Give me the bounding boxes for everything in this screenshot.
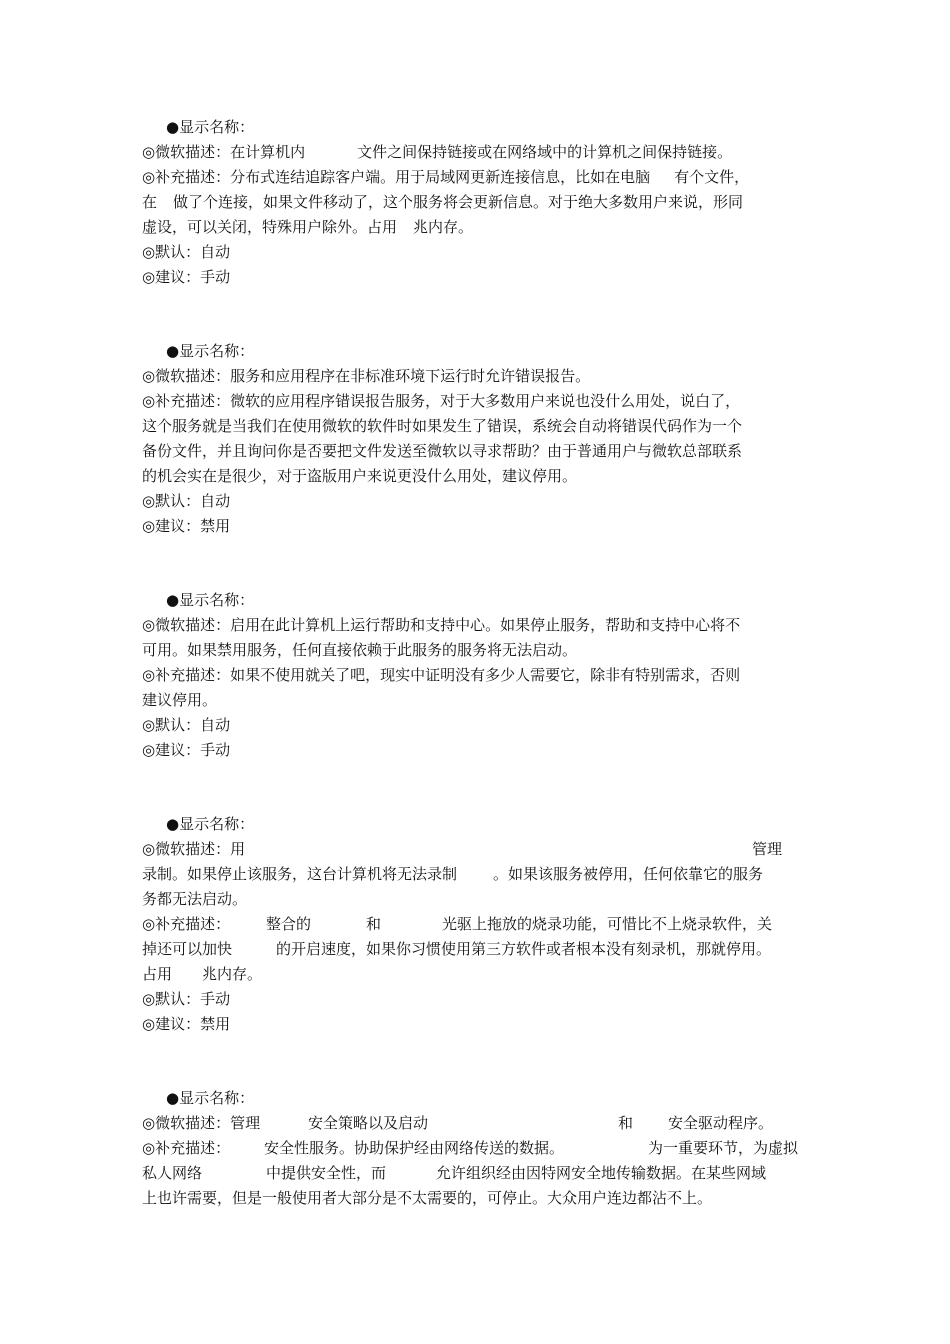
display-name-heading: ●显示名称： bbox=[166, 591, 255, 609]
extra-description-line: 建议停用。 bbox=[142, 691, 218, 709]
ms-description: ◎微软描述：启用在此计算机上运行帮助和支持中心。如果停止服务，帮助和支持中心将不 bbox=[142, 616, 741, 634]
text-segment: 虚设，可以关闭，特殊用户除外。占用 bbox=[142, 218, 398, 236]
ms-description: 务都无法启动。 bbox=[142, 890, 248, 908]
text-segment: ◎微软描述：在计算机内 bbox=[142, 143, 306, 161]
extra-description-line bbox=[142, 912, 812, 937]
text-segment: 文件之间保持链接或在网络域中的计算机之间保持链接。 bbox=[357, 143, 733, 161]
ms-description bbox=[142, 862, 812, 887]
recommended-setting: ◎建议：手动 bbox=[142, 268, 231, 286]
extra-description-line: ◎补充描述：如果不使用就关了吧，现实中证明没有多少人需要它，除非有特别需求，否则 bbox=[142, 666, 741, 684]
extra-description-line bbox=[142, 190, 812, 215]
text-segment: ◎补充描述： bbox=[142, 1139, 231, 1157]
text-segment: 在 bbox=[142, 193, 158, 211]
text-segment: 为一重要环节，为虚拟 bbox=[648, 1139, 799, 1157]
default-setting: ◎默认：自动 bbox=[142, 492, 231, 510]
text-segment: 兆内存。 bbox=[413, 218, 474, 236]
text-segment: 录制。如果停止该服务，这台计算机将无法录制 bbox=[142, 865, 458, 883]
text-segment: 安全策略以及启动 bbox=[308, 1114, 429, 1132]
service-section-4 bbox=[142, 812, 812, 1037]
display-name-heading: ●显示名称： bbox=[166, 1089, 255, 1107]
text-segment: 安全性服务。协助保护经由网络传送的数据。 bbox=[264, 1139, 565, 1157]
extra-description-line bbox=[142, 962, 812, 987]
text-segment: ◎补充描述： bbox=[142, 915, 231, 933]
ms-description: 可用。如果禁用服务，任何直接依赖于此服务的服务将无法启动。 bbox=[142, 641, 578, 659]
ms-description bbox=[142, 1111, 812, 1136]
text-segment: 和 bbox=[366, 915, 382, 933]
text-segment: 私人网络 bbox=[142, 1164, 203, 1182]
extra-description-line: ◎补充描述：微软的应用程序错误报告服务，对于大多数用户来说也没什么用处，说白了， bbox=[142, 392, 741, 410]
extra-description-line: 上也许需要，但是一般使用者大部分是不太需要的，可停止。大众用户连边都沾不上。 bbox=[142, 1189, 713, 1207]
display-name-heading: ●显示名称： bbox=[166, 342, 255, 360]
text-segment: 。如果该服务被停用，任何依靠它的服务 bbox=[493, 865, 764, 883]
ms-description: ◎微软描述：服务和应用程序在非标准环境下运行时允许错误报告。 bbox=[142, 367, 591, 385]
extra-description-line bbox=[142, 937, 812, 962]
default-setting: ◎默认：自动 bbox=[142, 243, 231, 261]
recommended-setting: ◎建议：禁用 bbox=[142, 517, 231, 535]
text-segment: ◎微软描述：管理 bbox=[142, 1114, 261, 1132]
text-segment: 的开启速度，如果你习惯使用第三方软件或者根本没有刻录机，那就停用。 bbox=[276, 940, 772, 958]
text-segment: 安全驱动程序。 bbox=[668, 1114, 774, 1132]
recommended-setting: ◎建议：禁用 bbox=[142, 1015, 231, 1033]
text-segment: 有个文件， bbox=[674, 168, 750, 186]
service-section-3 bbox=[142, 588, 812, 763]
ms-description bbox=[142, 837, 812, 862]
text-segment: 占用 bbox=[142, 965, 173, 983]
text-segment: ◎补充描述：分布式连结追踪客户端。用于局域网更新连接信息，比如在电脑 bbox=[142, 168, 651, 186]
extra-description-line bbox=[142, 1161, 812, 1186]
extra-description-line: 的机会实在是很少，对于盗版用户来说更没什么用处，建议停用。 bbox=[142, 467, 578, 485]
ms-description bbox=[142, 140, 812, 165]
default-setting: ◎默认：自动 bbox=[142, 716, 231, 734]
display-name-heading: ●显示名称： bbox=[166, 815, 255, 833]
service-section-2 bbox=[142, 339, 812, 539]
text-segment: 兆内存。 bbox=[202, 965, 263, 983]
service-section-5 bbox=[142, 1086, 812, 1211]
display-name-heading: ●显示名称： bbox=[166, 118, 255, 136]
default-setting: ◎默认：手动 bbox=[142, 990, 231, 1008]
text-segment: 掉还可以加快 bbox=[142, 940, 233, 958]
text-segment: 光驱上拖放的烧录功能，可惜比不上烧录软件，关 bbox=[442, 915, 773, 933]
text-segment: ◎微软描述：用 bbox=[142, 840, 246, 858]
extra-description-line bbox=[142, 165, 812, 190]
recommended-setting: ◎建议：手动 bbox=[142, 741, 231, 759]
text-segment: 中提供安全性，而 bbox=[266, 1164, 387, 1182]
extra-description-line bbox=[142, 1136, 812, 1161]
text-segment: 允许组织经由因特网安全地传输数据。在某些网域 bbox=[436, 1164, 767, 1182]
text-segment: 管理 bbox=[752, 840, 783, 858]
text-segment: 做了个连接，如果文件移动了，这个服务将会更新信息。对于绝大多数用户来说，形同 bbox=[173, 193, 744, 211]
extra-description-line: 这个服务就是当我们在使用微软的软件时如果发生了错误，系统会自动将错误代码作为一个 bbox=[142, 417, 743, 435]
extra-description-line: 备份文件，并且询问你是否要把文件发送至微软以寻求帮助？由于普通用户与微软总部联系 bbox=[142, 442, 743, 460]
service-section-1 bbox=[142, 115, 812, 290]
extra-description-line bbox=[142, 215, 812, 240]
text-segment: 和 bbox=[618, 1114, 634, 1132]
text-segment: 整合的 bbox=[266, 915, 312, 933]
